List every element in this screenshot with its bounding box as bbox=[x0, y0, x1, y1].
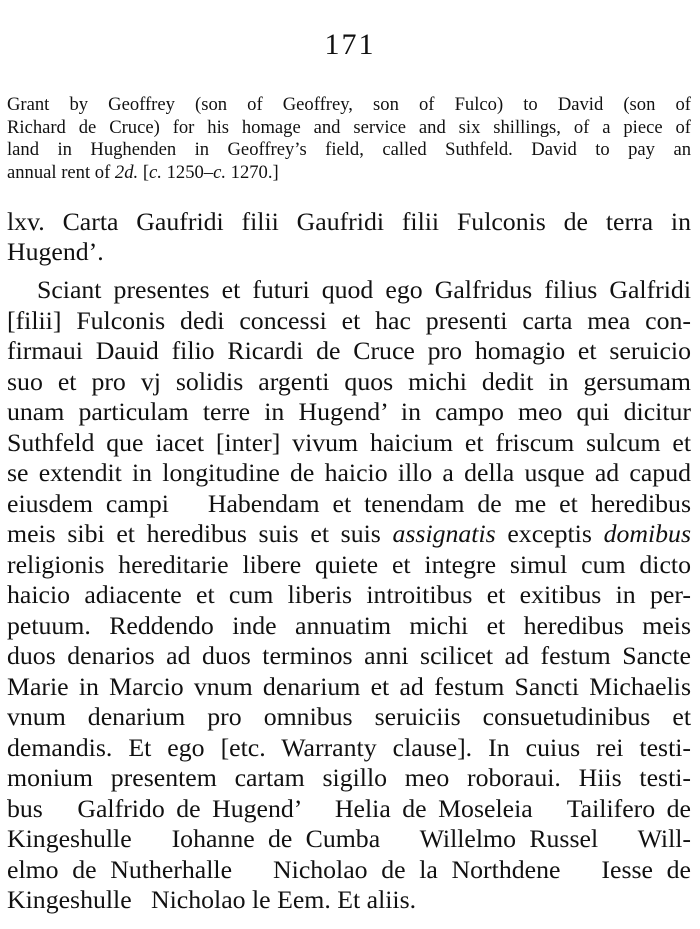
charter-line-italic: meis sibi et heredibus suis et suis assignatis exceptis domibus bbox=[7, 519, 691, 548]
summary-line: land in Hughenden in Geoffrey’s field, called Suthfeld. David to pay an bbox=[7, 139, 691, 160]
summary-line-last: annual rent of 2d. [c. 1250–c. 1270.] bbox=[7, 161, 279, 183]
charter-line: [filii] Fulconis dedi concessi et hac presenti carta mea con- bbox=[7, 305, 691, 335]
charter-heading bbox=[7, 207, 691, 267]
summary-line: Grant by Geoffrey (son of Geoffrey, son of Fulco) to David (son of bbox=[7, 94, 691, 115]
charter-line: Suthfeld que iacet [inter] vivum haicium et friscum sulcum et bbox=[7, 427, 691, 457]
heading-line: Hugend’. bbox=[7, 237, 104, 266]
charter-line: eiusdem campi Habendam et tenendam de me et heredibus bbox=[7, 488, 691, 518]
charter-line: Sciant presentes et futuri quod ego Galfridus filius Galfridi bbox=[37, 275, 691, 304]
charter-line: monium presentem cartam sigillo meo roboraui. Hiis testi- bbox=[7, 763, 691, 792]
charter-line: se extendit in longitudine de haicio illo a della usque ad capud bbox=[7, 458, 691, 487]
charter-line: bus Galfrido de Hugend’ Helia de Moseleia Tailifero de bbox=[7, 793, 691, 823]
charter-line: elmo de Nutherhalle Nicholao de la Northdene Iesse de bbox=[7, 854, 691, 884]
charter-line: duos denarios ad duos terminos anni scilicet ad festum Sancte bbox=[7, 641, 691, 670]
charter-line: petuum. Reddendo inde annuatim michi et heredibus meis bbox=[7, 610, 691, 640]
charter-line: vnum denarium pro omnibus seruiciis consuetudinibus et bbox=[7, 702, 691, 731]
charter-line-last: Kingeshulle Nicholao le Eem. Et aliis. bbox=[7, 885, 417, 914]
page-number: 171 bbox=[324, 28, 376, 61]
document-summary bbox=[7, 94, 691, 184]
charter-line: demandis. Et ego [etc. Warranty clause]. In cuius rei testi- bbox=[7, 732, 691, 762]
charter-line: unam particulam terre in Hugend’ in campo meo qui dicitur bbox=[7, 397, 691, 426]
charter-line: suo et pro vj solidis argenti quos michi dedit in gersumam bbox=[7, 366, 691, 396]
charter-line: haicio adiacente et cum liberis introitibus et exitibus in per- bbox=[7, 580, 691, 609]
heading-line: lxv. Carta Gaufridi filii Gaufridi filii Fulconis de terra in bbox=[7, 207, 691, 236]
charter-line: firmaui Dauid filio Ricardi de Cruce pro homagio et seruicio bbox=[7, 336, 691, 365]
summary-line: Richard de Cruce) for his homage and service and six shillings, of a piece of bbox=[7, 116, 691, 138]
charter-line: religionis hereditarie libere quiete et integre simul cum dicto bbox=[7, 549, 691, 579]
charter-text bbox=[7, 275, 691, 916]
charter-line: Kingeshulle Iohanne de Cumba Willelmo Russel Will- bbox=[7, 824, 691, 853]
charter-line: Marie in Marcio vnum denarium et ad festum Sancti Michaelis bbox=[7, 671, 691, 701]
